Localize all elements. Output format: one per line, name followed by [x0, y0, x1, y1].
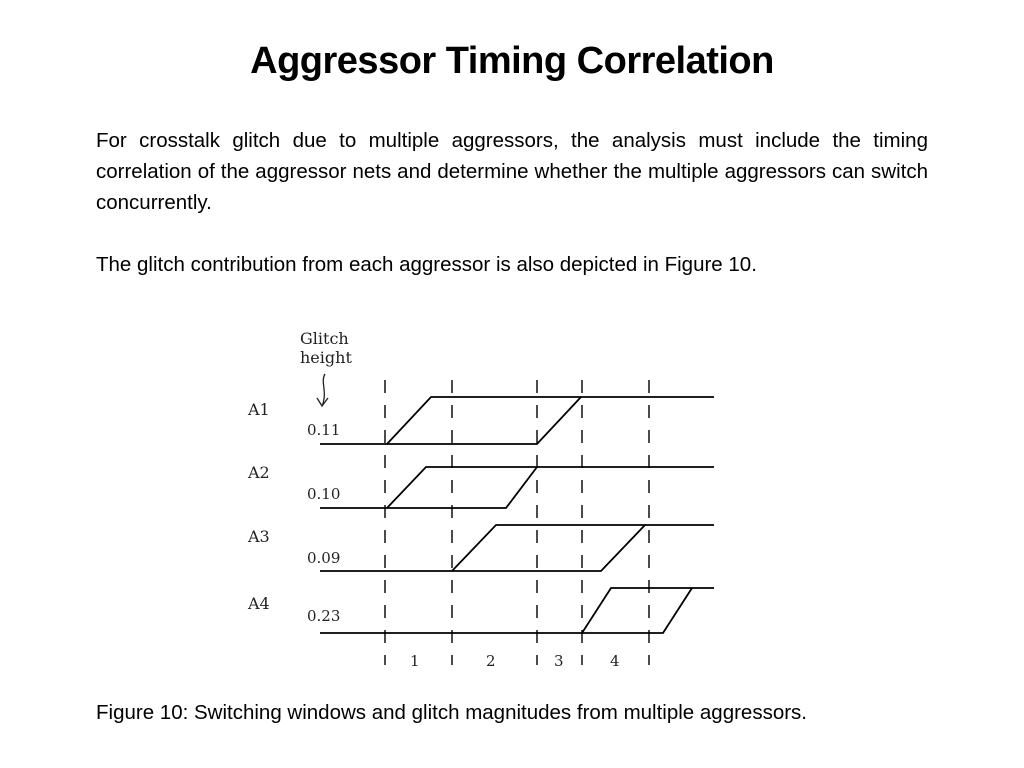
- timing-boundaries: [385, 380, 649, 665]
- aggressor-label-a2: A2: [248, 463, 270, 482]
- glitch-label-line2: height: [300, 348, 352, 367]
- window-label-2: 2: [486, 652, 496, 670]
- figure-caption: Figure 10: Switching windows and glitch magnitudes from multiple aggressors.: [96, 701, 808, 724]
- waveform-a1: [320, 397, 714, 444]
- intro-paragraph: For crosstalk glitch due to multiple aggressors, the analysis must include the timing correlation of the aggressor nets and determine whether the multiple aggressors can switch concurrently.: [96, 129, 928, 214]
- aggressor-label-a3: A3: [248, 527, 270, 546]
- glitch-value-a1: 0.11: [307, 421, 341, 439]
- glitch-arrow: [317, 374, 328, 406]
- glitch-label-line1: Glitch: [300, 329, 349, 348]
- glitch-value-a2: 0.10: [307, 485, 341, 503]
- waveform-a4-falling: [582, 588, 692, 633]
- waveform-a2-falling: [387, 467, 537, 508]
- aggressor-label-a1: A1: [248, 400, 270, 419]
- window-label-1: 1: [410, 652, 420, 670]
- window-label-4: 4: [610, 652, 620, 670]
- glitch-value-a3: 0.09: [307, 549, 341, 567]
- waveform-a4: [320, 588, 714, 633]
- window-label-3: 3: [554, 652, 564, 670]
- waveform-a3-falling: [452, 525, 645, 571]
- waveform-a2: [320, 467, 714, 508]
- slide-title: Aggressor Timing Correlation: [250, 40, 774, 82]
- figure-reference-paragraph: The glitch contribution from each aggressor is also depicted in Figure 10.: [96, 253, 757, 276]
- switching-windows-diagram: [230, 320, 730, 680]
- glitch-value-a4: 0.23: [307, 607, 341, 625]
- waveform-a1-falling: [387, 397, 581, 444]
- waveform-a3: [320, 525, 714, 571]
- aggressor-label-a4: A4: [248, 594, 270, 613]
